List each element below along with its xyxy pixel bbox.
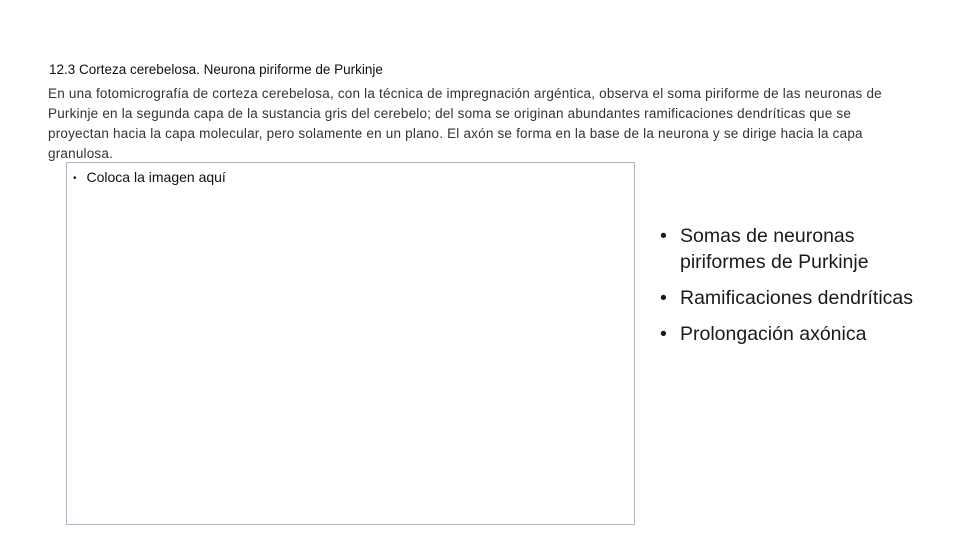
legend-list [660,223,930,357]
slide-description: En una fotomicrografía de corteza cerebelosa, con la técnica de impregnación argéntica, observa el soma piriforme de las neuronas de Purkinje en la segunda capa de la sustancia gris del cerebelo; del soma se originan abundantes ramificaciones dendríticas que se proyectan hacia la capa molecular, pero solamente en un plano. El axón se forma en la base de la neurona y se dirige hacia la capa granulosa. [48,86,882,161]
image-placeholder-box[interactable] [66,162,635,525]
bullet-icon: • [73,172,77,184]
legend-item-somas [660,223,930,275]
legend-item-label: Prolongación axónica [680,323,867,345]
legend-item-axon [660,321,930,347]
legend-item-label: Somas de neuronas piriformes de Purkinje [680,225,869,273]
bullet-icon: • [660,225,667,247]
legend-item-label: Ramificaciones dendríticas [680,287,914,309]
slide-title: 12.3 Corteza cerebelosa. Neurona piriforme de Purkinje [49,62,383,77]
image-placeholder-label [73,169,226,185]
bullet-icon: • [660,287,667,309]
image-placeholder-text: Coloca la imagen aquí [86,169,226,185]
bullet-icon: • [660,323,667,345]
legend-item-dendrites [660,285,930,311]
